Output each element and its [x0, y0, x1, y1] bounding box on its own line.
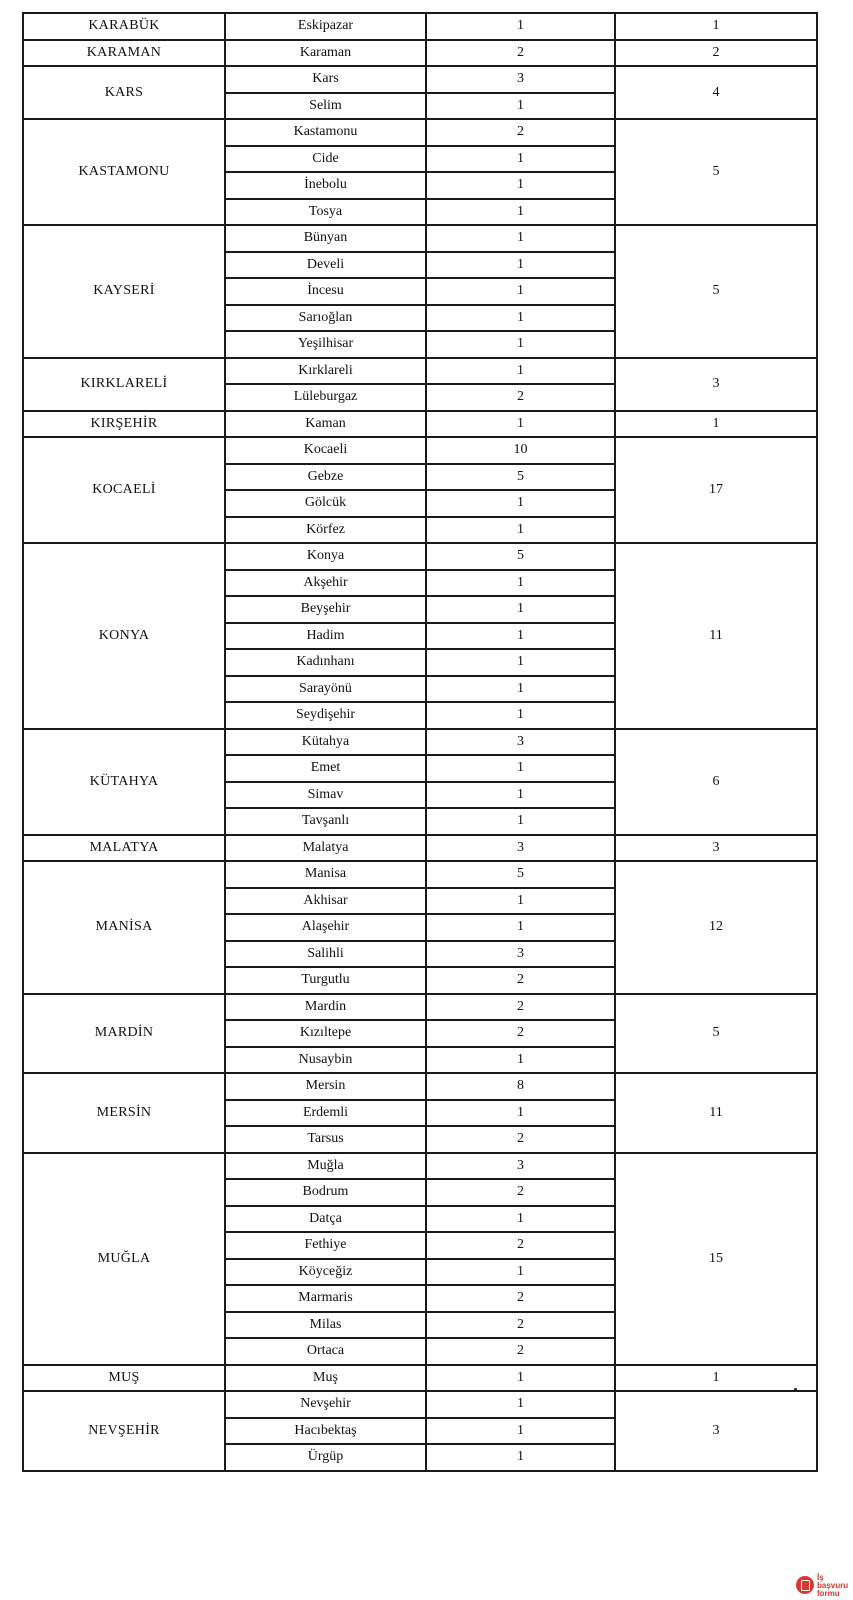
province-cell: MUŞ — [23, 1365, 225, 1392]
district-cell: Marmaris — [225, 1285, 426, 1312]
district-count-cell: 2 — [426, 119, 615, 146]
district-cell: Hadim — [225, 623, 426, 650]
district-count-cell: 1 — [426, 623, 615, 650]
district-cell: Milas — [225, 1312, 426, 1339]
district-cell: Nusaybin — [225, 1047, 426, 1074]
district-count-cell: 1 — [426, 755, 615, 782]
table-row — [23, 437, 817, 464]
district-cell: İnebolu — [225, 172, 426, 199]
district-cell: Kütahya — [225, 729, 426, 756]
district-count-cell: 1 — [426, 1047, 615, 1074]
district-count-cell: 1 — [426, 225, 615, 252]
province-total-cell: 17 — [615, 437, 817, 543]
district-count-cell: 8 — [426, 1073, 615, 1100]
district-count-cell: 1 — [426, 1444, 615, 1471]
district-count-cell: 2 — [426, 1232, 615, 1259]
watermark-line-2: başvuru — [817, 1581, 849, 1590]
district-count-cell: 1 — [426, 172, 615, 199]
district-cell: Karaman — [225, 40, 426, 67]
table-row — [23, 543, 817, 570]
province-cell: KARABÜK — [23, 13, 225, 40]
district-cell: Gölcük — [225, 490, 426, 517]
table-row — [23, 358, 817, 385]
district-cell: Seydişehir — [225, 702, 426, 729]
district-cell: Kars — [225, 66, 426, 93]
district-cell: Mardin — [225, 994, 426, 1021]
district-count-cell: 3 — [426, 729, 615, 756]
district-cell: Malatya — [225, 835, 426, 862]
table-row — [23, 1153, 817, 1180]
province-total-cell: 4 — [615, 66, 817, 119]
district-count-cell: 2 — [426, 384, 615, 411]
document-icon — [796, 1576, 814, 1594]
district-count-cell: 1 — [426, 782, 615, 809]
district-cell: Köyceğiz — [225, 1259, 426, 1286]
district-cell: Manisa — [225, 861, 426, 888]
district-cell: Eskipazar — [225, 13, 426, 40]
district-cell: Akhisar — [225, 888, 426, 915]
district-count-cell: 1 — [426, 596, 615, 623]
district-count-cell: 1 — [426, 358, 615, 385]
district-count-cell: 1 — [426, 1418, 615, 1445]
district-count-cell: 1 — [426, 702, 615, 729]
district-cell: Kastamonu — [225, 119, 426, 146]
province-cell: KIRKLARELİ — [23, 358, 225, 411]
district-cell: Develi — [225, 252, 426, 279]
district-count-cell: 2 — [426, 1020, 615, 1047]
table-body — [23, 13, 817, 1471]
district-count-cell: 2 — [426, 1312, 615, 1339]
district-cell: Körfez — [225, 517, 426, 544]
district-count-cell: 1 — [426, 146, 615, 173]
province-total-cell: 2 — [615, 40, 817, 67]
district-count-cell: 1 — [426, 13, 615, 40]
district-cell: Konya — [225, 543, 426, 570]
district-count-cell: 2 — [426, 1285, 615, 1312]
district-cell: Lüleburgaz — [225, 384, 426, 411]
province-total-cell: 5 — [615, 119, 817, 225]
watermark-logo — [796, 1574, 850, 1598]
district-cell: Emet — [225, 755, 426, 782]
province-total-cell: 1 — [615, 13, 817, 40]
table-row — [23, 835, 817, 862]
province-total-cell: 5 — [615, 225, 817, 358]
district-cell: Alaşehir — [225, 914, 426, 941]
district-cell: Salihli — [225, 941, 426, 968]
district-cell: Bodrum — [225, 1179, 426, 1206]
district-cell: Nevşehir — [225, 1391, 426, 1418]
district-count-cell: 1 — [426, 914, 615, 941]
district-count-cell: 1 — [426, 517, 615, 544]
district-count-cell: 1 — [426, 1100, 615, 1127]
district-cell: Ürgüp — [225, 1444, 426, 1471]
district-cell: Cide — [225, 146, 426, 173]
district-cell: Akşehir — [225, 570, 426, 597]
district-count-cell: 1 — [426, 1391, 615, 1418]
district-cell: Hacıbektaş — [225, 1418, 426, 1445]
table-row — [23, 729, 817, 756]
province-cell: KARAMAN — [23, 40, 225, 67]
province-total-cell: 6 — [615, 729, 817, 835]
district-count-cell: 2 — [426, 994, 615, 1021]
province-total-cell: 15 — [615, 1153, 817, 1365]
district-cell: Sarıoğlan — [225, 305, 426, 332]
district-cell: Yeşilhisar — [225, 331, 426, 358]
district-cell: Erdemli — [225, 1100, 426, 1127]
district-cell: Datça — [225, 1206, 426, 1233]
district-count-cell: 2 — [426, 40, 615, 67]
district-cell: Fethiye — [225, 1232, 426, 1259]
district-cell: Kırklareli — [225, 358, 426, 385]
table-row — [23, 861, 817, 888]
district-count-cell: 1 — [426, 411, 615, 438]
province-total-cell: 11 — [615, 543, 817, 729]
district-count-cell: 1 — [426, 649, 615, 676]
district-cell: Ortaca — [225, 1338, 426, 1365]
district-count-cell: 3 — [426, 66, 615, 93]
district-count-cell: 2 — [426, 1179, 615, 1206]
district-cell: Kızıltepe — [225, 1020, 426, 1047]
district-count-cell: 1 — [426, 93, 615, 120]
district-count-cell: 1 — [426, 1206, 615, 1233]
province-total-cell: 1 — [615, 411, 817, 438]
table-row — [23, 1391, 817, 1418]
province-cell: KAYSERİ — [23, 225, 225, 358]
district-count-cell: 1 — [426, 570, 615, 597]
table-row — [23, 13, 817, 40]
province-cell: MUĞLA — [23, 1153, 225, 1365]
district-count-cell: 1 — [426, 490, 615, 517]
table-row — [23, 66, 817, 93]
scan-speck — [794, 1388, 797, 1391]
district-count-cell: 5 — [426, 861, 615, 888]
watermark-line-1: İş — [817, 1573, 824, 1582]
province-cell: KARS — [23, 66, 225, 119]
district-cell: Tosya — [225, 199, 426, 226]
district-count-cell: 3 — [426, 835, 615, 862]
province-cell: MARDİN — [23, 994, 225, 1074]
district-cell: Kocaeli — [225, 437, 426, 464]
district-count-cell: 2 — [426, 1338, 615, 1365]
district-count-cell: 1 — [426, 331, 615, 358]
district-count-cell: 3 — [426, 1153, 615, 1180]
allocation-table — [22, 12, 818, 1472]
province-cell: KOCAELİ — [23, 437, 225, 543]
district-count-cell: 5 — [426, 464, 615, 491]
district-cell: Muş — [225, 1365, 426, 1392]
province-cell: KIRŞEHİR — [23, 411, 225, 438]
district-cell: Bünyan — [225, 225, 426, 252]
district-count-cell: 1 — [426, 199, 615, 226]
province-total-cell: 1 — [615, 1365, 817, 1392]
district-cell: Kadınhanı — [225, 649, 426, 676]
district-count-cell: 10 — [426, 437, 615, 464]
province-total-cell: 12 — [615, 861, 817, 994]
province-cell: NEVŞEHİR — [23, 1391, 225, 1471]
district-count-cell: 1 — [426, 888, 615, 915]
province-cell: MANİSA — [23, 861, 225, 994]
province-cell: KONYA — [23, 543, 225, 729]
district-count-cell: 1 — [426, 808, 615, 835]
watermark-line-3: formu — [817, 1589, 840, 1598]
district-count-cell: 2 — [426, 967, 615, 994]
province-total-cell: 5 — [615, 994, 817, 1074]
province-cell: MALATYA — [23, 835, 225, 862]
district-cell: Tarsus — [225, 1126, 426, 1153]
table-row — [23, 119, 817, 146]
district-count-cell: 1 — [426, 305, 615, 332]
district-count-cell: 3 — [426, 941, 615, 968]
district-count-cell: 5 — [426, 543, 615, 570]
district-count-cell: 2 — [426, 1126, 615, 1153]
table-row — [23, 40, 817, 67]
province-cell: KASTAMONU — [23, 119, 225, 225]
province-total-cell: 3 — [615, 835, 817, 862]
table-row — [23, 411, 817, 438]
district-count-cell: 1 — [426, 1259, 615, 1286]
table-row — [23, 1073, 817, 1100]
district-count-cell: 1 — [426, 676, 615, 703]
district-cell: Muğla — [225, 1153, 426, 1180]
province-cell: KÜTAHYA — [23, 729, 225, 835]
district-cell: Beyşehir — [225, 596, 426, 623]
table-row — [23, 994, 817, 1021]
district-count-cell: 1 — [426, 278, 615, 305]
allocation-table-container — [22, 12, 816, 1472]
district-cell: Selim — [225, 93, 426, 120]
district-cell: Gebze — [225, 464, 426, 491]
district-cell: Sarayönü — [225, 676, 426, 703]
district-count-cell: 1 — [426, 1365, 615, 1392]
district-cell: Turgutlu — [225, 967, 426, 994]
table-row — [23, 225, 817, 252]
province-total-cell: 11 — [615, 1073, 817, 1153]
district-cell: Kaman — [225, 411, 426, 438]
district-cell: Mersin — [225, 1073, 426, 1100]
province-cell: MERSİN — [23, 1073, 225, 1153]
province-total-cell: 3 — [615, 358, 817, 411]
district-cell: Simav — [225, 782, 426, 809]
table-row — [23, 1365, 817, 1392]
district-cell: İncesu — [225, 278, 426, 305]
watermark-text — [817, 1574, 848, 1598]
district-cell: Tavşanlı — [225, 808, 426, 835]
district-count-cell: 1 — [426, 252, 615, 279]
province-total-cell: 3 — [615, 1391, 817, 1471]
